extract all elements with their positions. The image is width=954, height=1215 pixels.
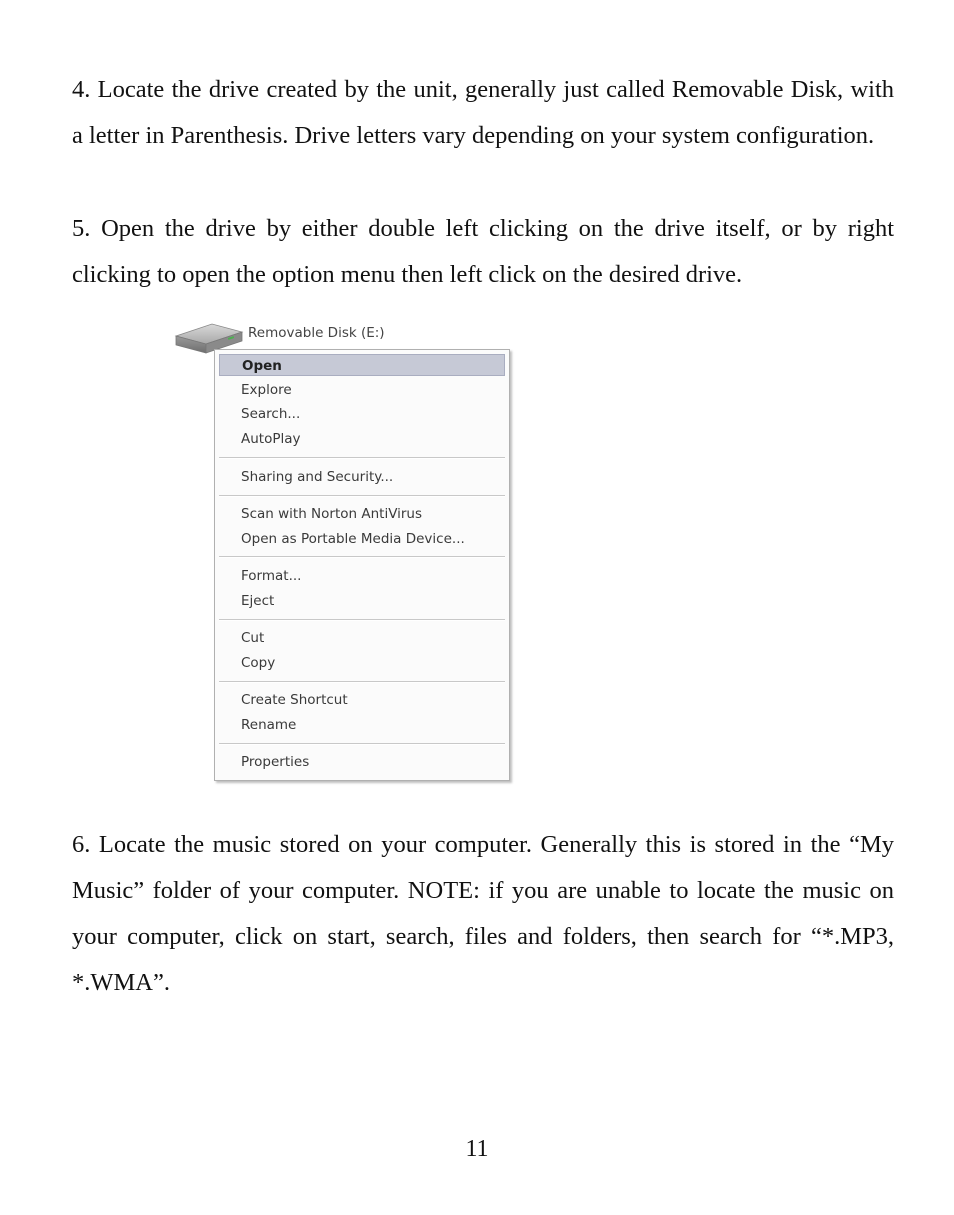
menu-item-open-portable-media[interactable]: Open as Portable Media Device... (241, 531, 465, 547)
menu-item-format[interactable]: Format... (241, 568, 302, 584)
menu-item-rename[interactable]: Rename (241, 717, 297, 733)
menu-item-properties[interactable]: Properties (241, 754, 310, 770)
menu-item-create-shortcut[interactable]: Create Shortcut (241, 692, 348, 708)
drive-label[interactable]: Removable Disk (E:) (248, 325, 385, 341)
menu-separator (219, 681, 505, 683)
context-menu-screenshot (170, 312, 515, 786)
menu-separator (219, 743, 505, 745)
step-5-paragraph: 5. Open the drive by either double left clicking on the drive itself, or by right clicking to open the option menu then left click on the desired drive. (72, 215, 894, 288)
menu-item-open[interactable]: Open (219, 354, 505, 376)
menu-item-explore[interactable]: Explore (241, 382, 292, 398)
menu-item-cut[interactable]: Cut (241, 630, 265, 646)
menu-item-copy[interactable]: Copy (241, 655, 276, 671)
context-menu (214, 349, 510, 781)
menu-separator (219, 619, 505, 621)
step-6-paragraph: 6. Locate the music stored on your computer. Generally this is stored in the “My Music” folder of your computer. NOTE: if you are unable to locate the music on your computer, click on start, search, files and folders, then search for “*.MP3, *.WMA”. (72, 831, 894, 996)
menu-item-autoplay[interactable]: AutoPlay (241, 431, 301, 447)
page-number: 11 (465, 1136, 489, 1162)
menu-separator (219, 556, 505, 558)
menu-item-scan-antivirus[interactable]: Scan with Norton AntiVirus (241, 506, 423, 522)
menu-separator (219, 457, 505, 459)
menu-separator (219, 495, 505, 497)
menu-item-eject[interactable]: Eject (241, 593, 275, 609)
step-4-paragraph: 4. Locate the drive created by the unit, generally just called Removable Disk, with a letter in Parenthesis. Drive letters vary depending on your system configuration. (72, 76, 894, 149)
menu-item-sharing-security[interactable]: Sharing and Security... (241, 469, 394, 485)
menu-item-search[interactable]: Search... (241, 406, 301, 422)
